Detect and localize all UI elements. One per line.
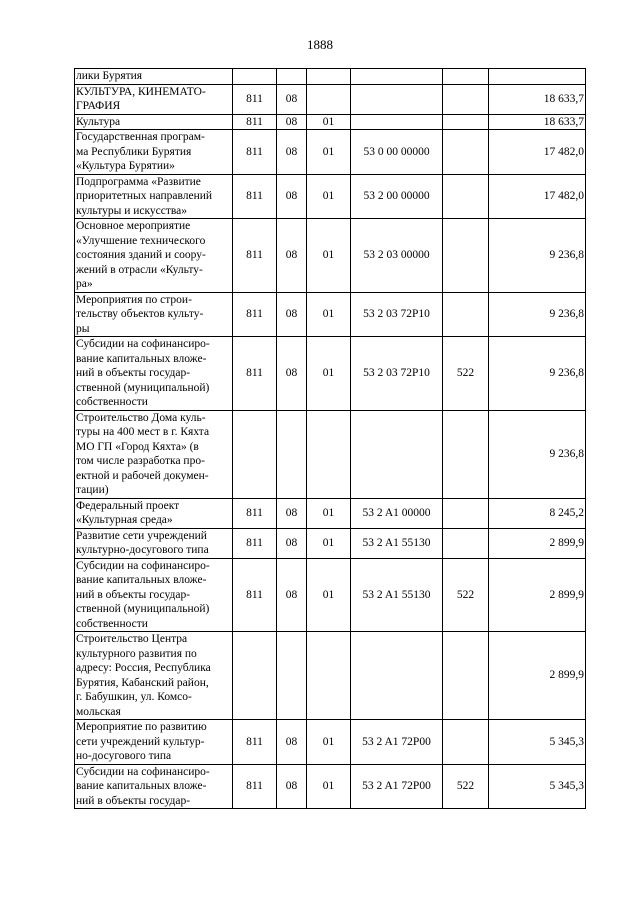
cell-subsection bbox=[307, 410, 351, 498]
cell-ministry: 811 bbox=[233, 114, 277, 130]
table-row bbox=[75, 292, 586, 337]
cell-expense-type: 522 bbox=[443, 337, 489, 411]
cell-ministry: 811 bbox=[233, 337, 277, 411]
cell-ministry: 811 bbox=[233, 498, 277, 528]
cell-amount bbox=[489, 69, 586, 85]
budget-table-body bbox=[75, 69, 586, 809]
cell-amount: 9 236,8 bbox=[489, 337, 586, 411]
cell-subsection bbox=[307, 84, 351, 114]
cell-amount: 2 899,9 bbox=[489, 528, 586, 558]
cell-target-article bbox=[351, 84, 443, 114]
cell-target-article: 53 2 A1 55130 bbox=[351, 528, 443, 558]
cell-target-article bbox=[351, 632, 443, 720]
cell-section: 08 bbox=[277, 337, 307, 411]
cell-ministry bbox=[233, 69, 277, 85]
cell-subsection: 01 bbox=[307, 337, 351, 411]
cell-name: Федеральный проект «Культурная среда» bbox=[75, 498, 233, 528]
cell-ministry: 811 bbox=[233, 174, 277, 219]
cell-subsection: 01 bbox=[307, 130, 351, 175]
cell-section: 08 bbox=[277, 219, 307, 293]
cell-target-article: 53 2 A1 55130 bbox=[351, 558, 443, 632]
cell-target-article: 53 2 03 00000 bbox=[351, 219, 443, 293]
table-row bbox=[75, 764, 586, 809]
cell-section: 08 bbox=[277, 130, 307, 175]
table-row bbox=[75, 410, 586, 498]
cell-ministry: 811 bbox=[233, 528, 277, 558]
cell-target-article: 53 0 00 00000 bbox=[351, 130, 443, 175]
cell-target-article: 53 2 03 72Р10 bbox=[351, 292, 443, 337]
cell-ministry bbox=[233, 410, 277, 498]
table-row bbox=[75, 558, 586, 632]
cell-amount: 18 633,7 bbox=[489, 114, 586, 130]
cell-expense-type bbox=[443, 130, 489, 175]
cell-expense-type bbox=[443, 114, 489, 130]
cell-name: Субсидии на софинансиро- вание капитальных вложе- ний в объекты государ- bbox=[75, 764, 233, 809]
cell-section: 08 bbox=[277, 84, 307, 114]
cell-target-article: 53 2 00 00000 bbox=[351, 174, 443, 219]
cell-expense-type bbox=[443, 720, 489, 765]
cell-amount: 2 899,9 bbox=[489, 558, 586, 632]
table-row bbox=[75, 219, 586, 293]
cell-name: Строительство Центра культурного развития по адресу: Россия, Республика Бурятия, Кабанский район, г. Бабушкин, ул. Комсо- мольская bbox=[75, 632, 233, 720]
cell-ministry: 811 bbox=[233, 219, 277, 293]
cell-expense-type bbox=[443, 219, 489, 293]
table-row bbox=[75, 84, 586, 114]
cell-section: 08 bbox=[277, 114, 307, 130]
cell-amount: 8 245,2 bbox=[489, 498, 586, 528]
table-row bbox=[75, 498, 586, 528]
table-row bbox=[75, 720, 586, 765]
cell-subsection: 01 bbox=[307, 720, 351, 765]
cell-target-article bbox=[351, 410, 443, 498]
cell-name: КУЛЬТУРА, КИНЕМАТО- ГРАФИЯ bbox=[75, 84, 233, 114]
cell-expense-type bbox=[443, 410, 489, 498]
cell-ministry: 811 bbox=[233, 720, 277, 765]
cell-expense-type: 522 bbox=[443, 764, 489, 809]
table-row bbox=[75, 130, 586, 175]
cell-name: Строительство Дома куль- туры на 400 мест в г. Кяхта МО ГП «Город Кяхта» (в том числе разработка про- ектной и рабочей докумен- тации) bbox=[75, 410, 233, 498]
cell-subsection: 01 bbox=[307, 292, 351, 337]
cell-section: 08 bbox=[277, 498, 307, 528]
cell-subsection bbox=[307, 69, 351, 85]
cell-name: Основное мероприятие «Улучшение технического состояния зданий и соору- жений в отрасли «Культу- ра» bbox=[75, 219, 233, 293]
cell-name: Развитие сети учреждений культурно-досугового типа bbox=[75, 528, 233, 558]
cell-section: 08 bbox=[277, 558, 307, 632]
cell-amount: 5 345,3 bbox=[489, 764, 586, 809]
cell-amount: 9 236,8 bbox=[489, 219, 586, 293]
cell-subsection: 01 bbox=[307, 174, 351, 219]
cell-section bbox=[277, 410, 307, 498]
cell-expense-type bbox=[443, 528, 489, 558]
cell-section: 08 bbox=[277, 764, 307, 809]
cell-expense-type: 522 bbox=[443, 558, 489, 632]
cell-ministry: 811 bbox=[233, 764, 277, 809]
cell-subsection: 01 bbox=[307, 498, 351, 528]
cell-target-article: 53 2 03 72Р10 bbox=[351, 337, 443, 411]
cell-name: лики Бурятия bbox=[75, 69, 233, 85]
budget-table bbox=[74, 68, 586, 809]
cell-section bbox=[277, 69, 307, 85]
cell-ministry: 811 bbox=[233, 84, 277, 114]
cell-subsection bbox=[307, 632, 351, 720]
table-row bbox=[75, 337, 586, 411]
cell-name: Субсидии на софинансиро- вание капитальных вложе- ний в объекты государ- ственной (муниципальной) собственности bbox=[75, 337, 233, 411]
cell-amount: 2 899,9 bbox=[489, 632, 586, 720]
cell-amount: 9 236,8 bbox=[489, 292, 586, 337]
cell-name: Культура bbox=[75, 114, 233, 130]
cell-ministry bbox=[233, 632, 277, 720]
cell-name: Государственная програм- ма Республики Бурятия «Культура Бурятии» bbox=[75, 130, 233, 175]
cell-target-article bbox=[351, 114, 443, 130]
cell-name: Мероприятия по строи- тельству объектов культу- ры bbox=[75, 292, 233, 337]
table-row bbox=[75, 69, 586, 85]
cell-name: Мероприятие по развитию сети учреждений культур- но-досугового типа bbox=[75, 720, 233, 765]
cell-amount: 18 633,7 bbox=[489, 84, 586, 114]
table-row bbox=[75, 174, 586, 219]
cell-name: Субсидии на софинансиро- вание капитальных вложе- ний в объекты государ- ственной (муниципальной) собственности bbox=[75, 558, 233, 632]
cell-target-article: 53 2 A1 72Р00 bbox=[351, 720, 443, 765]
cell-target-article bbox=[351, 69, 443, 85]
cell-section: 08 bbox=[277, 174, 307, 219]
table-row bbox=[75, 114, 586, 130]
cell-subsection: 01 bbox=[307, 219, 351, 293]
cell-section: 08 bbox=[277, 292, 307, 337]
table-row bbox=[75, 632, 586, 720]
cell-section: 08 bbox=[277, 528, 307, 558]
cell-amount: 17 482,0 bbox=[489, 130, 586, 175]
cell-name: Подпрограмма «Развитие приоритетных направлений культуры и искусства» bbox=[75, 174, 233, 219]
cell-target-article: 53 2 A1 72Р00 bbox=[351, 764, 443, 809]
cell-expense-type bbox=[443, 292, 489, 337]
cell-expense-type bbox=[443, 69, 489, 85]
cell-ministry: 811 bbox=[233, 130, 277, 175]
cell-ministry: 811 bbox=[233, 292, 277, 337]
cell-subsection: 01 bbox=[307, 558, 351, 632]
page-number: 1888 bbox=[307, 37, 333, 52]
cell-subsection: 01 bbox=[307, 528, 351, 558]
cell-expense-type bbox=[443, 498, 489, 528]
cell-section bbox=[277, 632, 307, 720]
cell-amount: 5 345,3 bbox=[489, 720, 586, 765]
cell-expense-type bbox=[443, 84, 489, 114]
table-row bbox=[75, 528, 586, 558]
cell-target-article: 53 2 A1 00000 bbox=[351, 498, 443, 528]
cell-amount: 17 482,0 bbox=[489, 174, 586, 219]
cell-expense-type bbox=[443, 174, 489, 219]
cell-ministry: 811 bbox=[233, 558, 277, 632]
cell-subsection: 01 bbox=[307, 764, 351, 809]
cell-amount: 9 236,8 bbox=[489, 410, 586, 498]
cell-expense-type bbox=[443, 632, 489, 720]
cell-section: 08 bbox=[277, 720, 307, 765]
cell-subsection: 01 bbox=[307, 114, 351, 130]
